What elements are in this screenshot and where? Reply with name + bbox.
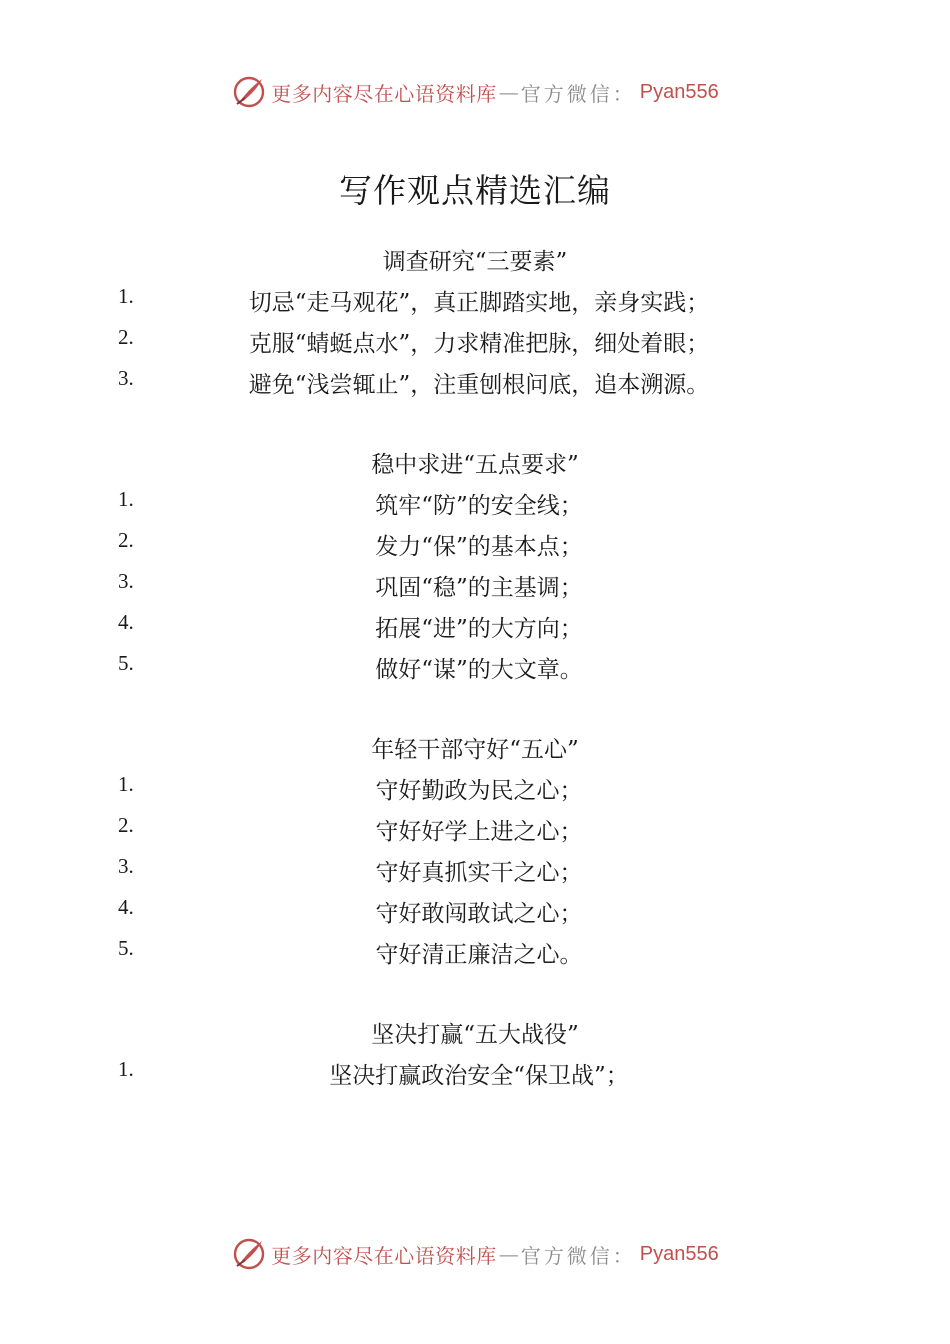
list-item — [0, 651, 950, 685]
watermark-brand-text: 更多内容尽在心语资料库 — [271, 81, 497, 106]
list-number: 2. — [118, 813, 134, 837]
section-heading: 稳中求进“五点要求” — [371, 452, 579, 478]
list-number: 1. — [118, 772, 134, 796]
list-number: 4. — [118, 610, 134, 634]
list-item — [0, 366, 950, 400]
list-number: 4. — [118, 895, 134, 919]
list-text: 守好敢闯敢试之心； — [375, 901, 583, 927]
header-watermark — [0, 70, 950, 114]
watermark-wechat-id: Pyan556 — [639, 1242, 719, 1265]
list-number: 5. — [118, 936, 134, 960]
watermark-wechat-label: 官方微信： — [520, 1243, 636, 1268]
quill-pen-logo-icon — [231, 74, 267, 110]
list-text: 做好“谋”的大文章。 — [375, 657, 583, 683]
list-item — [0, 936, 950, 970]
list-text: 切忌“走马观花”，真正脚踏实地，亲身实践； — [248, 290, 710, 316]
list-text: 坚决打赢政治安全“保卫战”； — [329, 1063, 629, 1089]
list-text: 发力“保”的基本点； — [375, 534, 583, 560]
footer-watermark — [0, 1232, 950, 1276]
watermark-wechat-label: 官方微信： — [520, 81, 636, 106]
list-item — [0, 487, 950, 521]
list-number: 5. — [118, 651, 134, 675]
section-heading: 年轻干部守好“五心” — [371, 737, 579, 763]
list-item — [0, 772, 950, 806]
list-text: 避免“浅尝辄止”，注重刨根问底，追本溯源。 — [248, 372, 710, 398]
list-item — [0, 854, 950, 888]
list-item — [0, 284, 950, 318]
watermark-separator: — — [498, 1242, 519, 1266]
section-heading: 坚决打赢“五大战役” — [371, 1022, 579, 1048]
section-heading: 调查研究“三要素” — [382, 249, 568, 275]
watermark-wechat-id: Pyan556 — [639, 80, 719, 103]
list-number: 3. — [118, 854, 134, 878]
list-number: 1. — [118, 487, 134, 511]
watermark-brand-text: 更多内容尽在心语资料库 — [271, 1243, 497, 1268]
list-number: 3. — [118, 366, 134, 390]
list-number: 2. — [118, 325, 134, 349]
list-text: 守好好学上进之心； — [375, 819, 583, 845]
document-title: 写作观点精选汇编 — [339, 171, 611, 210]
list-item — [0, 569, 950, 603]
list-text: 筑牢“防”的安全线； — [375, 493, 583, 519]
quill-pen-logo-icon — [231, 1236, 267, 1272]
list-text: 守好勤政为民之心； — [375, 778, 583, 804]
list-item — [0, 895, 950, 929]
list-text: 拓展“进”的大方向； — [375, 616, 583, 642]
list-number: 3. — [118, 569, 134, 593]
list-number: 2. — [118, 528, 134, 552]
list-item — [0, 1057, 950, 1091]
list-text: 克服“蜻蜓点水”，力求精准把脉，细处着眼； — [248, 331, 710, 357]
list-number: 1. — [118, 1057, 134, 1081]
list-item — [0, 813, 950, 847]
list-item — [0, 610, 950, 644]
list-text: 守好真抓实干之心； — [375, 860, 583, 886]
watermark-separator: — — [498, 80, 519, 104]
list-text: 巩固“稳”的主基调； — [375, 575, 583, 601]
list-item — [0, 325, 950, 359]
list-item — [0, 528, 950, 562]
list-text: 守好清正廉洁之心。 — [375, 942, 583, 968]
list-number: 1. — [118, 284, 134, 308]
